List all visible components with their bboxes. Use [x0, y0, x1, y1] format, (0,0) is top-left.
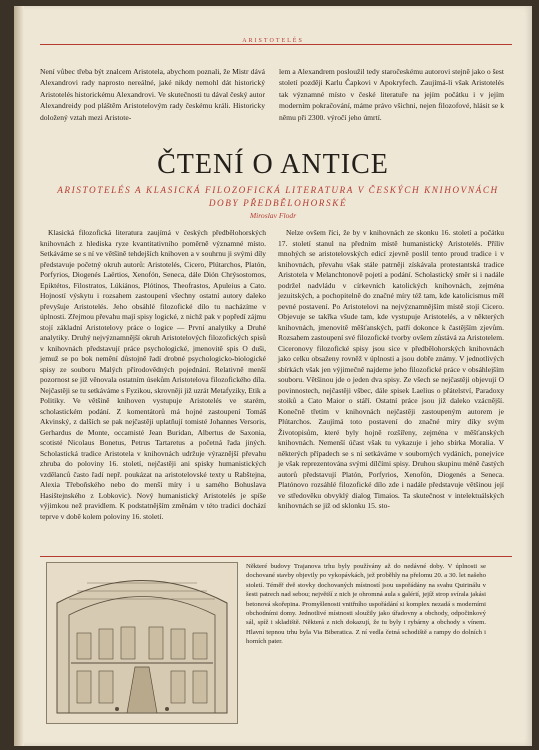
engraving-image: [47, 563, 237, 723]
body-paragraph: Klasická filozofická literatura zaujímá v českých předbělohorských knihovnách z hlediska ryze kvantitativního poměrně významné místo. Setkáváme se s ní ve většině tehdejších knihoven a v souhrnu ji svými díly představuje početný okruh autorů: Aristotelés, Cicero, Plútarchos, Platón, Porfyrios, Diogenés Laërtios, Xenofón, Seneca, dále Dión Chrýsostomos, Epiktétos, Filostratos, Lúkiános, Plótinos, Theofrastos, Apuleius a Cato. Hojností výskytu i rozsahem zastoupení všechny ostatní autory daleko převyšuje Aristotelés. Jeho obsáhlé filozofické dílo tu nacházíme v úplnosti. Zřejmou převahu mají spisy logické, z nichž pak v popředí zájmu stojí základní Aristotelovy práce o logice — První analytiky a Druhé analytiky. Druhý nejvýznamnější okruh Aristotelových filozofických spisů v knihovnách představují práce psychologické, jmenovitě spis O duši, jemuž se po bok nemění důstojně řadí drobné psychologicko-biologické spisy ze souboru Malých přírodovědných pojednání. Relativně menší pozornost se již věnovala ostatním úsekům Aristotelova filozofického díla. Nejčastěji se tu setkáváme s Fyzikou, skrovněji již uzrát Metafyziky, Etik a Politiky. Ve většině knihoven vystupuje Aristotelés ve starém, scholastickém podání. Z komentátorů má hojné zastoupení Tomáš Akvinský, z dalších se pak nejčastěji uplatňují tomisté Johannes Versoris, Gerhardus de Monte, occamisté Jean Buridan, Albertus de Saxonia, scotisté Nicolaus Bonetus, Petrus Tartaretus a početná řada jiných. Scholastická tradice Aristotela v knihovnách udržuje výraznější převahu zhruba do poloviny 16. století, nejčastěji ani spisky humanistických vzdělanců často řadí nepř. poukázat na aristotelovské texty u Rabštejna, Alexia Třeboňského nebo do menší míry i u samého Bohuslava Hasištejnského z Lobkovic). Nový humanistický Aristotelés je spíše výjimkou než pravidlem. K podstatnějším změnám v této tradici dochází teprve v době kolem poloviny 16. století.: [40, 228, 266, 521]
article-title: ČTENÍ O ANTICE: [157, 149, 389, 180]
header-rule: [40, 44, 512, 45]
section-divider: [40, 556, 512, 557]
body-paragraph: Nelze ovšem říci, že by v knihovnách ze skonku 16. století a počátku 17. století stanul na předním místě humanistický Aristotelés. Příliv mnohých se aristotelovských edicí zjevně poslil tento proud tradice i v knihovnách, převahu však stále patrněji získávala protestantská tradice Aristotela v Melanchtonově pojetí a podání. Scholastický směr si i nadále podržel nadvládu v církevních katolických knihovnách, zejména jezuitských, a pochopitelně do značné míry též tam, kde katolicismus měl pevné postavení. Po Aristotelovi na nejvýznamnějším místě stojí Cicero. Objevuje se takřka všude tam, kde vystupuje Aristotelés, a v některých knihovnách, jmenovitě měšťanských, patří dokonce k častějším zjevům. Rozsahem zastoupení své filozofické tvorby ovšem zůstává za Aristotelem. Ciceronovy filozofické spisy jsou sice v předbělohorských knihovnách jako celku obsaženy rovněž v úplnosti a jsou dobře známy. V jednotlivých sbírkách však jen výjimečně najdeme jeho filozofické práce v obsáhlejším souboru. Většinou jde o jeden dva spisy. Ze všech se nejčastěji objevují O povinnostech, nejčastěji všbec, dále spisek Laelius o přátelství, Paradoxy stoiků a Cato Maior o stáří. Ostatní práce jsou již daleko vzácnější. Konečně třetím v knihovnách nejčastěji zastoupeným autorem je Plútarchos. Zaujímá toto postavení do značné míry díky svým Životopisům, které byly hojně rozšířeny, zejména v měšťanských knihovnách. Nemenší účast však tu vykazuje i jeho sbírka Moralia. V některých případech se s ní setkáváme v souborných vydáních, ponejvíce je však reprezentována svými dílčími spisy. Druhou skupinu méně častých autorů představují Platón, Porfyrios, Xenofón, Diogenés a Seneca. Platónovo rozsáhlé filozofické dílo zde i nadále představuje většinou její ve středověku obvyklý dialog Timaios. Ta skutečnost v intelektuálských knihovnách se již od sklonku 15. sto-: [278, 228, 504, 510]
article-author: Miroslav Flodr: [249, 211, 297, 220]
body-column-left: [40, 228, 266, 522]
article-subtitle: ARISTOTELÉS A KLASICKÁ FILOZOFICKÁ LITERATURA V ČESKÝCH KNIHOVNÁCH DOBY PŘEDBĚLOHORSKÉ: [57, 185, 499, 208]
running-head: ARISTOTELÉS: [14, 38, 532, 44]
figure-caption: Některé budovy Trajanova trhu byly používány až do nedávné doby. V úplnosti se dochované stavby objevily po vykopávkách, jež proběhly na přelomu 20. a 30. let našeho století. Téměř dvě stovky dochovaných místností jsou uspořádány na svahu Quirinálu v šesti patrech nad sebou; největší z nich je ohromná aula s galérií, jejíž strop svírala jakási betonová skořepina. Promyšlenosti vnitřního uspořádání si komplex nezadá s moderními obchodními domy. Jednotlivé místnosti sloužily jako úřadovny a obchody, odpočinkový sál, spíž i skladiště. Některá z nich dokazují, že tu byly i rybárny a obchody s vínem. Hlavní tepnou trhu byla Via Biberatica. Z ní vedla četná schodiště a rampy do dolních i horních pater.: [246, 563, 486, 646]
intro-column-left: Není vůbec třeba být znalcem Aristotela, abychom poznali, že Mistr dává Alexandrovi rady naprosto nereálné, jaké nikdy nemohl dát historický Aristotelés historickému Alexandrovi. Ve skutečnosti tu dával český autor Alexandreidy pod pláštěm Aristotelovým rady českému králi. Historicky doložený vztah mezi Aristote-: [40, 67, 265, 122]
body-column-right: [278, 228, 504, 512]
book-spine-shadow: [14, 6, 24, 746]
intro-column-right: lem a Alexandrem posloužil tedy staročeskému autorovi stejně jako o šest století později Karlu Čapkovi v Apokryfech. Zaujímá-li však Aristotelés tak významné místo v české literatuře na jejím počátku i v jejím moderním pokračování, máme právo všichni, nejen filozofové, hlásit se k němu při 2300. výročí jeho úmrtí.: [279, 67, 504, 122]
trajan-market-illustration: [46, 562, 238, 724]
book-page: [14, 6, 532, 746]
